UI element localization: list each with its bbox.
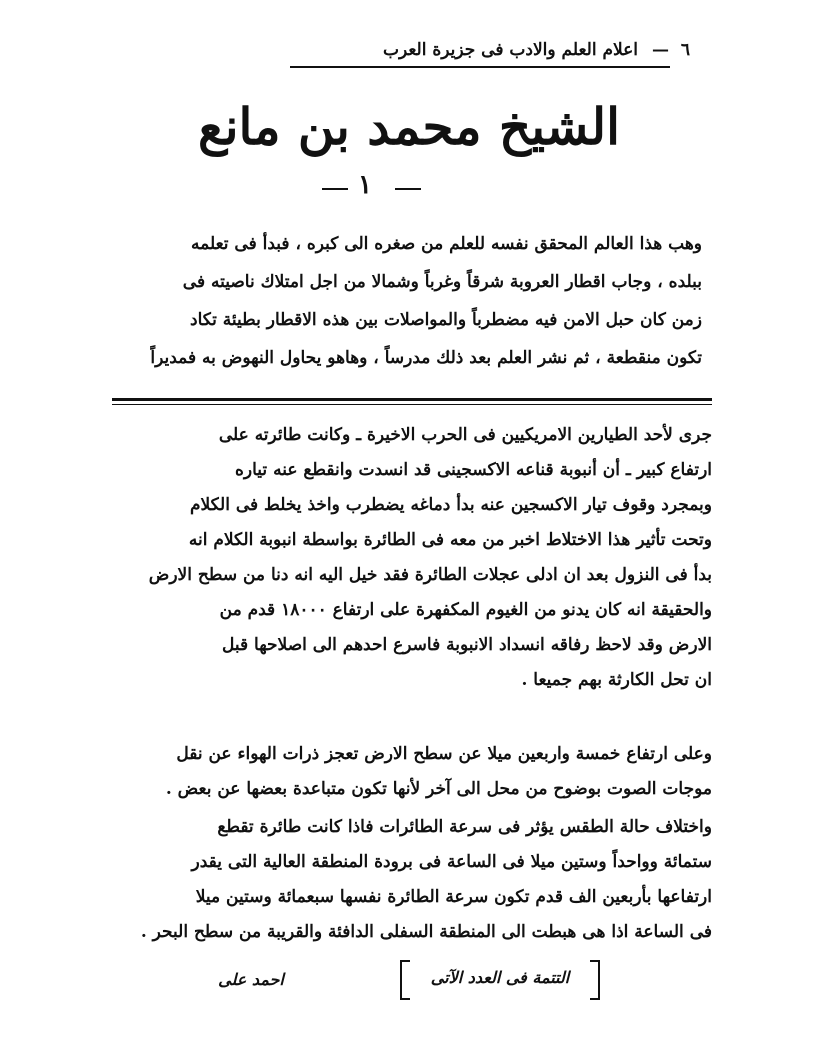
text-line: ببلده ، وجاب اقطار العروبة شرقاً وغرباً وشمالا من اجل امتلاك ناصيته فى [182,272,702,292]
header-dash: — [651,40,669,60]
text-line: وبمجرد وقوف تيار الاكسجين عنه بدأ دماغه يضطرب واخذ يخلط فى الكلام [189,495,712,515]
text-line: وتحت تأثير هذا الاختلاط اخبر من معه فى الطائرة بواسطة انبوبة الكلام انه [188,530,712,550]
bracket-left [400,960,410,1000]
section-divider-thick [112,398,712,401]
text-line: ان تحل الكارثة بهم جميعا . [521,670,712,690]
part-dash-right [395,188,421,190]
text-line: زمن كان حبل الامن فيه مضطرباً والمواصلات بين هذه الاقطار بطيئة تكاد [190,310,702,330]
article-title: الشيخ محمد بن مانع [197,97,620,156]
text-line: وعلى ارتفاع خمسة واربعين ميلا عن سطح الارض تعجز ذرات الهواء عن نقل [176,744,712,764]
text-line: موجات الصوت بوضوح من محل الى آخر لأنها تكون متباعدة بعضها عن بعض . [165,779,712,799]
author-signature: احمد على [218,970,284,989]
sound-paragraph [118,737,712,807]
header-rule [290,66,670,68]
part-dash-left [322,188,348,190]
journal-title: اعلام العلم والادب فى جزيرة العرب [382,40,639,60]
intro-paragraph [112,225,702,377]
text-line: جرى لأحد الطيارين الامريكيين فى الحرب الاخيرة ـ وكانت طائرته على [218,425,712,445]
text-line: ارتفاعها بأربعين الف قدم تكون سرعة الطائرة نفسها سبعمائة وستين ميلا [195,887,712,907]
text-line: تكون منقطعة ، ثم نشر العلم بعد ذلك مدرساً ، وهاهو يحاول النهوض به فمديراً [150,348,702,368]
part-number: ١ [358,170,372,200]
text-line: واختلاف حالة الطقس يؤثر فى سرعة الطائرات فاذا كانت طائرة تقطع [217,817,712,837]
text-line: ستمائة وواحداً وستين ميلا فى الساعة فى برودة المنطقة العالية التى يقدر [191,852,712,872]
page-number: ٦ [680,40,690,60]
continued-note: التتمة فى العدد الآتى [430,968,570,987]
section-divider-thin [112,404,712,405]
text-line: بدأ فى النزول بعد ان ادلى عجلات الطائرة فقد خيل اليه انه دنا من سطح الارض [148,565,712,585]
text-line: ارتفاع كبير ـ أن أنبوبة قناعه الاكسجينى قد انسدت وانقطع عنه تياره [235,460,712,480]
weather-paragraph [118,810,712,950]
text-line: وهب هذا العالم المحقق نفسه للعلم من صغره الى كبره ، فبدأ فى تعلمه [191,234,702,254]
pilot-paragraph [112,418,712,698]
text-line: فى الساعة اذا هى هبطت الى المنطقة السفلى الدافئة والقريبة من سطح البحر . [140,922,712,942]
text-line: الارض وقد لاحظ رفاقه انسداد الانبوبة فاسرع احدهم الى اصلاحها قبل [221,635,712,655]
running-header [290,40,690,60]
text-line: والحقيقة انه كان يدنو من الغيوم المكفهرة على ارتفاع ١٨٠٠٠ قدم من [219,600,712,620]
